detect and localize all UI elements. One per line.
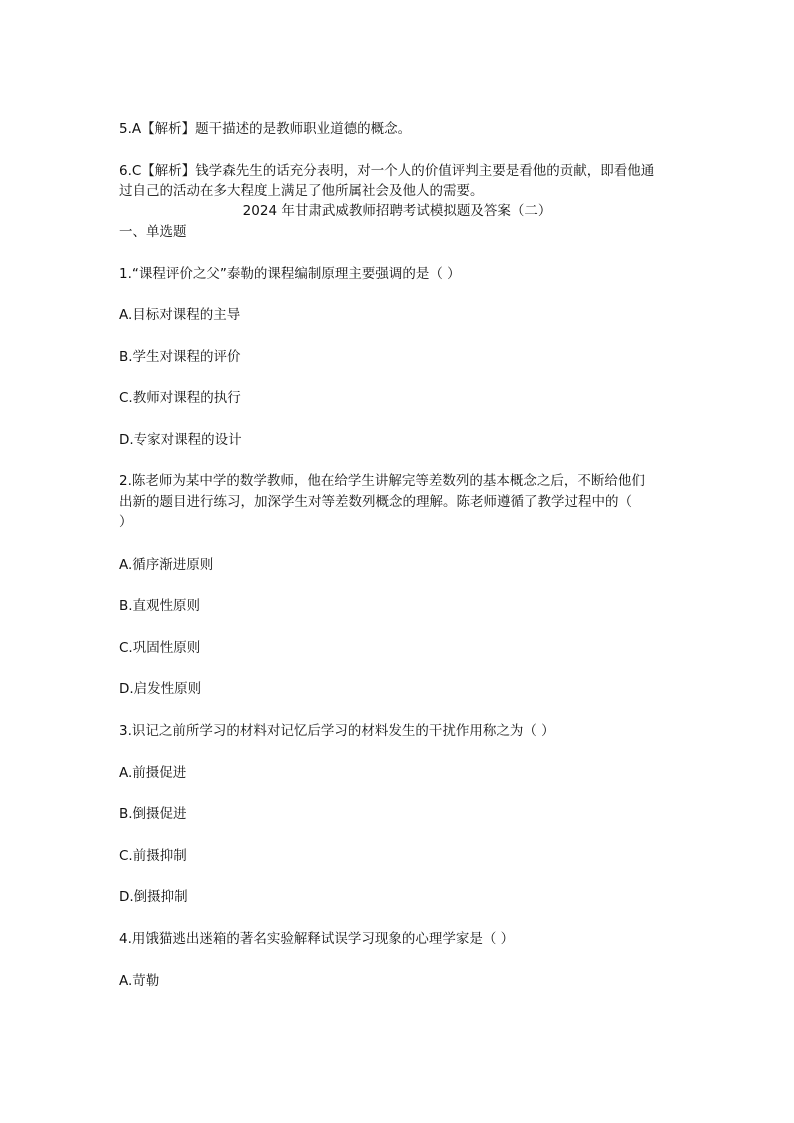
- section-heading: 一、单选题: [119, 224, 187, 240]
- question-3-option-d: D.倒摄抑制: [119, 889, 188, 905]
- question-3-option-c: C.前摄抑制: [119, 848, 187, 864]
- question-4-option-a: A.苛勒: [119, 973, 160, 989]
- question-3-stem: 3.识记之前所学习的材料对记忆后学习的材料发生的干扰作用称之为（ ）: [119, 723, 555, 739]
- question-2-option-a: A.循序渐进原则: [119, 557, 214, 573]
- answer-6-line-2: 过自己的活动在多大程度上满足了他所属社会及他人的需要。: [119, 183, 484, 199]
- answer-5: 5.A【解析】题干描述的是教师职业道德的概念。: [119, 121, 412, 137]
- question-1-option-d: D.专家对课程的设计: [119, 432, 242, 448]
- question-2-option-c: C.巩固性原则: [119, 640, 201, 656]
- question-1-option-a: A.目标对课程的主导: [119, 307, 241, 323]
- question-2-stem-line-1: 2.陈老师为某中学的数学教师，他在给学生讲解完等差数列的基本概念之后，不断给他们: [119, 473, 645, 489]
- question-3-option-b: B.倒摄促进: [119, 806, 187, 822]
- question-2-option-b: B.直观性原则: [119, 598, 201, 614]
- question-1-stem: 1.“课程评价之父”泰勒的课程编制原理主要强调的是（ ）: [119, 266, 461, 282]
- question-4-stem: 4.用饿猫逃出迷箱的著名实验解释试误学习现象的心理学家是（ ）: [119, 931, 515, 947]
- question-2-option-d: D.启发性原则: [119, 681, 202, 697]
- answer-6-line-1: 6.C【解析】钱学森先生的话充分表明，对一个人的价值评判主要是看他的贡献，即看他通: [119, 163, 655, 179]
- question-2-stem-line-2: 出新的题目进行练习，加深学生对等差数列概念的理解。陈老师遵循了教学过程中的（: [119, 494, 632, 510]
- question-1-option-b: B.学生对课程的评价: [119, 349, 241, 365]
- question-1-option-c: C.教师对课程的执行: [119, 390, 241, 406]
- question-2-stem-line-3: ）: [119, 514, 133, 530]
- question-3-option-a: A.前摄促进: [119, 765, 187, 781]
- document-title: 2024 年甘肃武威教师招聘考试模拟题及答案（二）: [242, 203, 552, 219]
